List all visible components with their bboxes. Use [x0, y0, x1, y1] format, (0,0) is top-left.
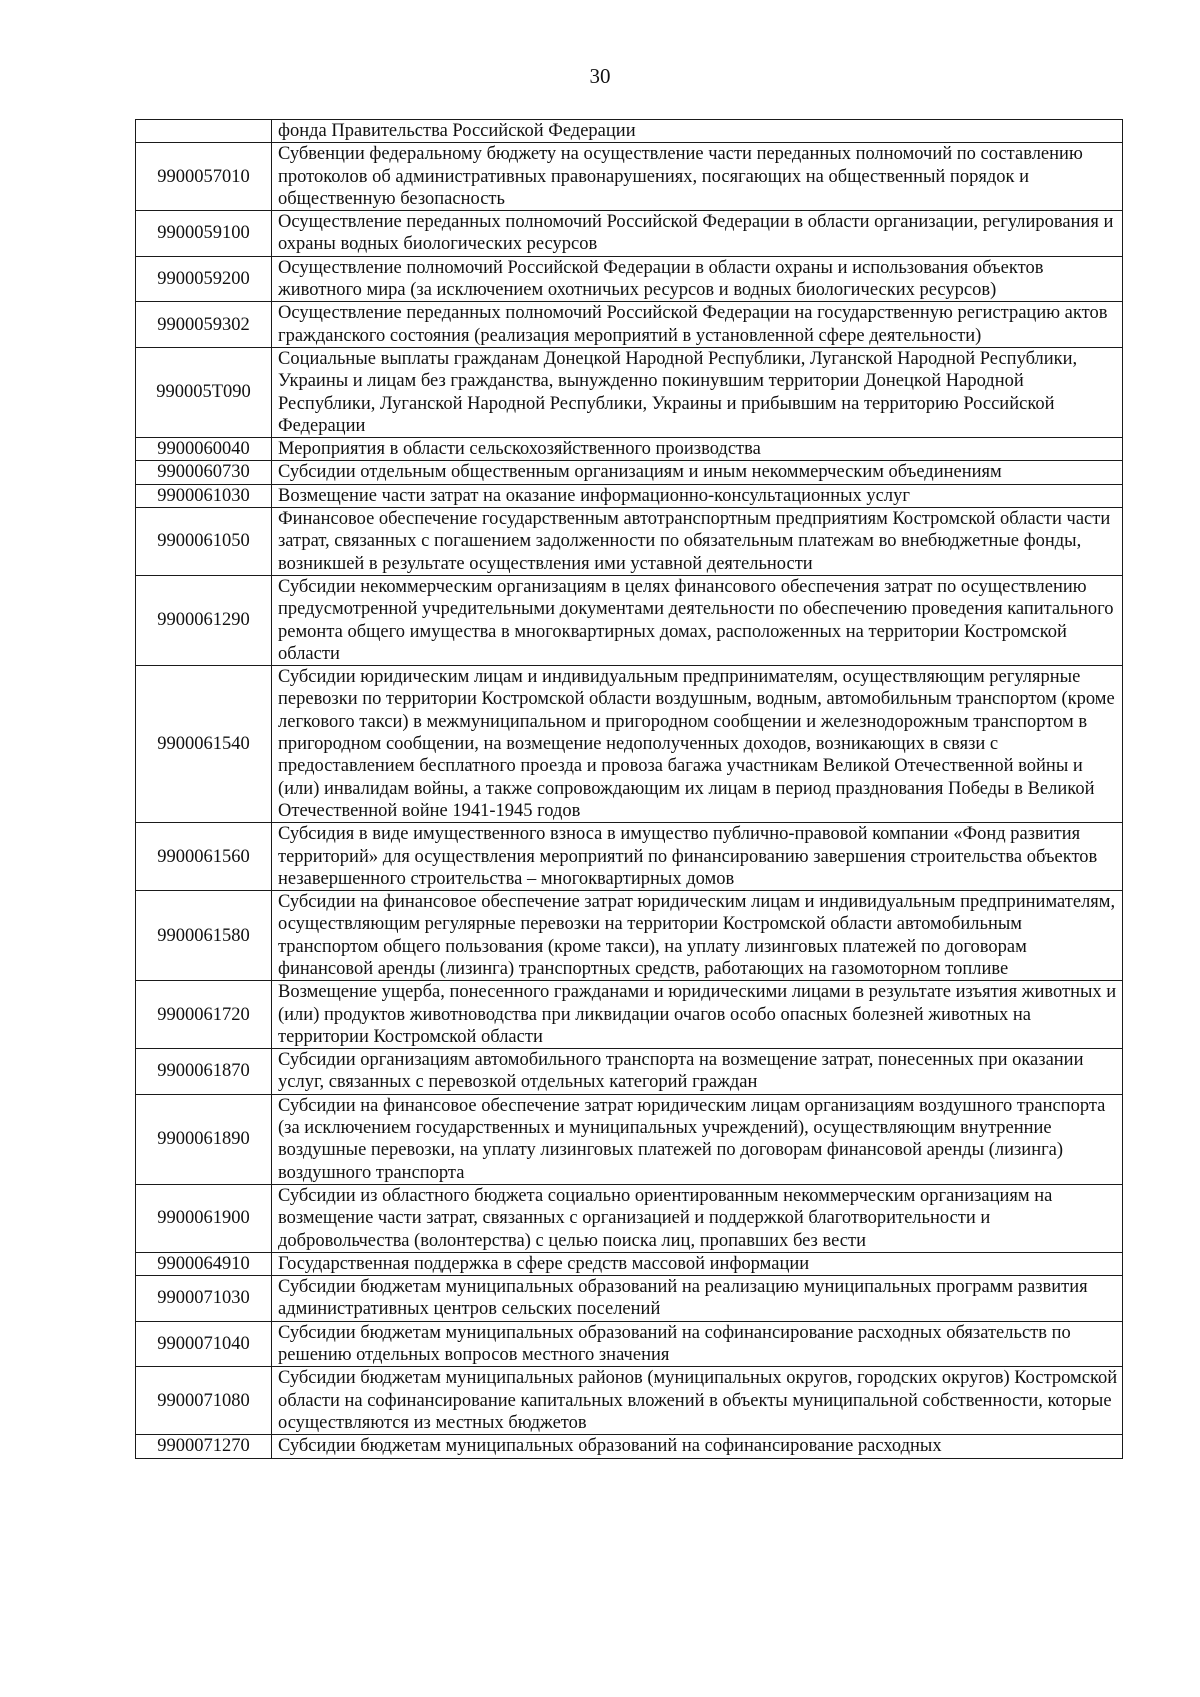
row-description: Субсидии некоммерческим организациям в целях финансового обеспечения затрат по осуществлению предусмотренной учредительными документами деятельности по обеспечению проведения капитального ремонта общего имущества в многоквартирных домах, расположенных на территории Костромской области — [272, 575, 1123, 665]
row-code: 9900059100 — [136, 211, 272, 257]
table-row — [136, 484, 1123, 507]
row-description: Субсидии организациям автомобильного транспорта на возмещение затрат, понесенных при оказании услуг, связанных с перевозкой отдельных категорий граждан — [272, 1049, 1123, 1095]
table-row — [136, 1321, 1123, 1367]
row-description: Субсидии на финансовое обеспечение затрат юридическим лицам и индивидуальным предпринимателям, осуществляющим регулярные перевозки на территории Костромской области автомобильным транспортом общего пользования (кроме такси), на уплату лизинговых платежей по договорам финансовой аренды (лизинга) транспортных средств, работающих на газомоторном топливе — [272, 891, 1123, 981]
table-row — [136, 1252, 1123, 1275]
table-row — [136, 575, 1123, 665]
row-description: Осуществление переданных полномочий Российской Федерации в области организации, регулирования и охраны водных биологических ресурсов — [272, 211, 1123, 257]
table-row — [136, 508, 1123, 576]
row-description: Социальные выплаты гражданам Донецкой Народной Республики, Луганской Народной Республики, Украины и лицам без гражданства, вынужденно покинувшим территории Донецкой Народной Республики, Луганской Народной Республики, Украины и прибывшим на территорию Российской Федерации — [272, 347, 1123, 437]
budget-codes-table — [135, 119, 1123, 1459]
row-description: Осуществление переданных полномочий Российской Федерации на государственную регистрацию актов гражданского состояния (реализация мероприятий в установленной сфере деятельности) — [272, 302, 1123, 348]
row-description: Осуществление полномочий Российской Федерации в области охраны и использования объектов животного мира (за исключением охотничьих ресурсов и водных биологических ресурсов) — [272, 256, 1123, 302]
row-code: 9900061030 — [136, 484, 272, 507]
row-description: Субсидии из областного бюджета социально ориентированным некоммерческим организациям на возмещение части затрат, связанных с организацией и поддержкой благотворительности и добровольчества (волонтерства) с целью поиска лиц, пропавших без вести — [272, 1184, 1123, 1252]
row-code: 9900071040 — [136, 1321, 272, 1367]
row-code: 9900061290 — [136, 575, 272, 665]
row-code: 9900057010 — [136, 143, 272, 211]
row-description: Финансовое обеспечение государственным автотранспортным предприятиям Костромской области части затрат, связанных с погашением задолженности по обязательным платежам во внебюджетные фонды, возникшей в результате осуществления ими уставной деятельности — [272, 508, 1123, 576]
row-description: Субсидии бюджетам муниципальных образований на софинансирование расходных — [272, 1435, 1123, 1458]
row-code: 9900061050 — [136, 508, 272, 576]
row-description: Возмещение ущерба, понесенного гражданами и юридическими лицами в результате изъятия животных и (или) продуктов животноводства при ликвидации очагов особо опасных болезней животных на территории Костромской области — [272, 981, 1123, 1049]
row-code — [136, 120, 272, 143]
row-code: 9900060730 — [136, 461, 272, 484]
table-row — [136, 823, 1123, 891]
row-description: Субсидии бюджетам муниципальных районов (муниципальных округов, городских округов) Костромской области на софинансирование капитальных вложений в объекты муниципальной собственности, которые осуществляются из местных бюджетов — [272, 1367, 1123, 1435]
table-row — [136, 1094, 1123, 1184]
page-number: 30 — [589, 64, 611, 88]
row-code: 990005Т090 — [136, 347, 272, 437]
row-description: Субсидии бюджетам муниципальных образований на софинансирование расходных обязательств по решению отдельных вопросов местного значения — [272, 1321, 1123, 1367]
row-code: 9900071270 — [136, 1435, 272, 1458]
row-description: Субсидии юридическим лицам и индивидуальным предпринимателям, осуществляющим регулярные перевозки по территории Костромской области воздушным, водным, автомобильным транспортом (кроме легкового такси) в межмуниципальном и пригородном сообщении и железнодорожным транспортом в пригородном сообщении, на возмещение недополученных доходов, возникающих в связи с предоставлением бесплатного проезда и провоза багажа участникам Великой Отечественной войны и (или) инвалидам войны, а также сопровождающим их лицам в период празднования Победы в Великой Отечественной войне 1941-1945 годов — [272, 666, 1123, 823]
row-description: Государственная поддержка в сфере средств массовой информации — [272, 1252, 1123, 1275]
table-row — [136, 256, 1123, 302]
row-description: Субсидии бюджетам муниципальных образований на реализацию муниципальных программ развития административных центров сельских поселений — [272, 1276, 1123, 1322]
table-row — [136, 347, 1123, 437]
table-row — [136, 1184, 1123, 1252]
row-code: 9900061580 — [136, 891, 272, 981]
table-row — [136, 891, 1123, 981]
table-row — [136, 143, 1123, 211]
table-row — [136, 1367, 1123, 1435]
table-row — [136, 211, 1123, 257]
row-code: 9900061900 — [136, 1184, 272, 1252]
row-code: 9900059200 — [136, 256, 272, 302]
table-row — [136, 120, 1123, 143]
row-code: 9900059302 — [136, 302, 272, 348]
row-code: 9900060040 — [136, 438, 272, 461]
row-description: Мероприятия в области сельскохозяйственного производства — [272, 438, 1123, 461]
row-code: 9900064910 — [136, 1252, 272, 1275]
row-code: 9900061870 — [136, 1049, 272, 1095]
table-row — [136, 666, 1123, 823]
row-description: фонда Правительства Российской Федерации — [272, 120, 1123, 143]
row-description: Субсидия в виде имущественного взноса в имущество публично-правовой компании «Фонд развития территорий» для осуществления мероприятий по финансированию завершения строительства объектов незавершенного строительства – многоквартирных домов — [272, 823, 1123, 891]
row-code: 9900061560 — [136, 823, 272, 891]
row-description: Возмещение части затрат на оказание информационно-консультационных услуг — [272, 484, 1123, 507]
row-description: Субвенции федеральному бюджету на осуществление части переданных полномочий по составлению протоколов об административных правонарушениях, посягающих на общественный порядок и общественную безопасность — [272, 143, 1123, 211]
table-row — [136, 1276, 1123, 1322]
table-row — [136, 1435, 1123, 1458]
row-code: 9900061720 — [136, 981, 272, 1049]
row-code: 9900071030 — [136, 1276, 272, 1322]
row-code: 9900061890 — [136, 1094, 272, 1184]
table-row — [136, 461, 1123, 484]
table-row — [136, 302, 1123, 348]
table-row — [136, 438, 1123, 461]
row-code: 9900061540 — [136, 666, 272, 823]
table-row — [136, 1049, 1123, 1095]
table-row — [136, 981, 1123, 1049]
row-description: Субсидии на финансовое обеспечение затрат юридическим лицам организациям воздушного транспорта (за исключением государственных и муниципальных учреждений), осуществляющим внутренние воздушные перевозки, на уплату лизинговых платежей по договорам финансовой аренды (лизинга) воздушного транспорта — [272, 1094, 1123, 1184]
row-description: Субсидии отдельным общественным организациям и иным некоммерческим объединениям — [272, 461, 1123, 484]
row-code: 9900071080 — [136, 1367, 272, 1435]
